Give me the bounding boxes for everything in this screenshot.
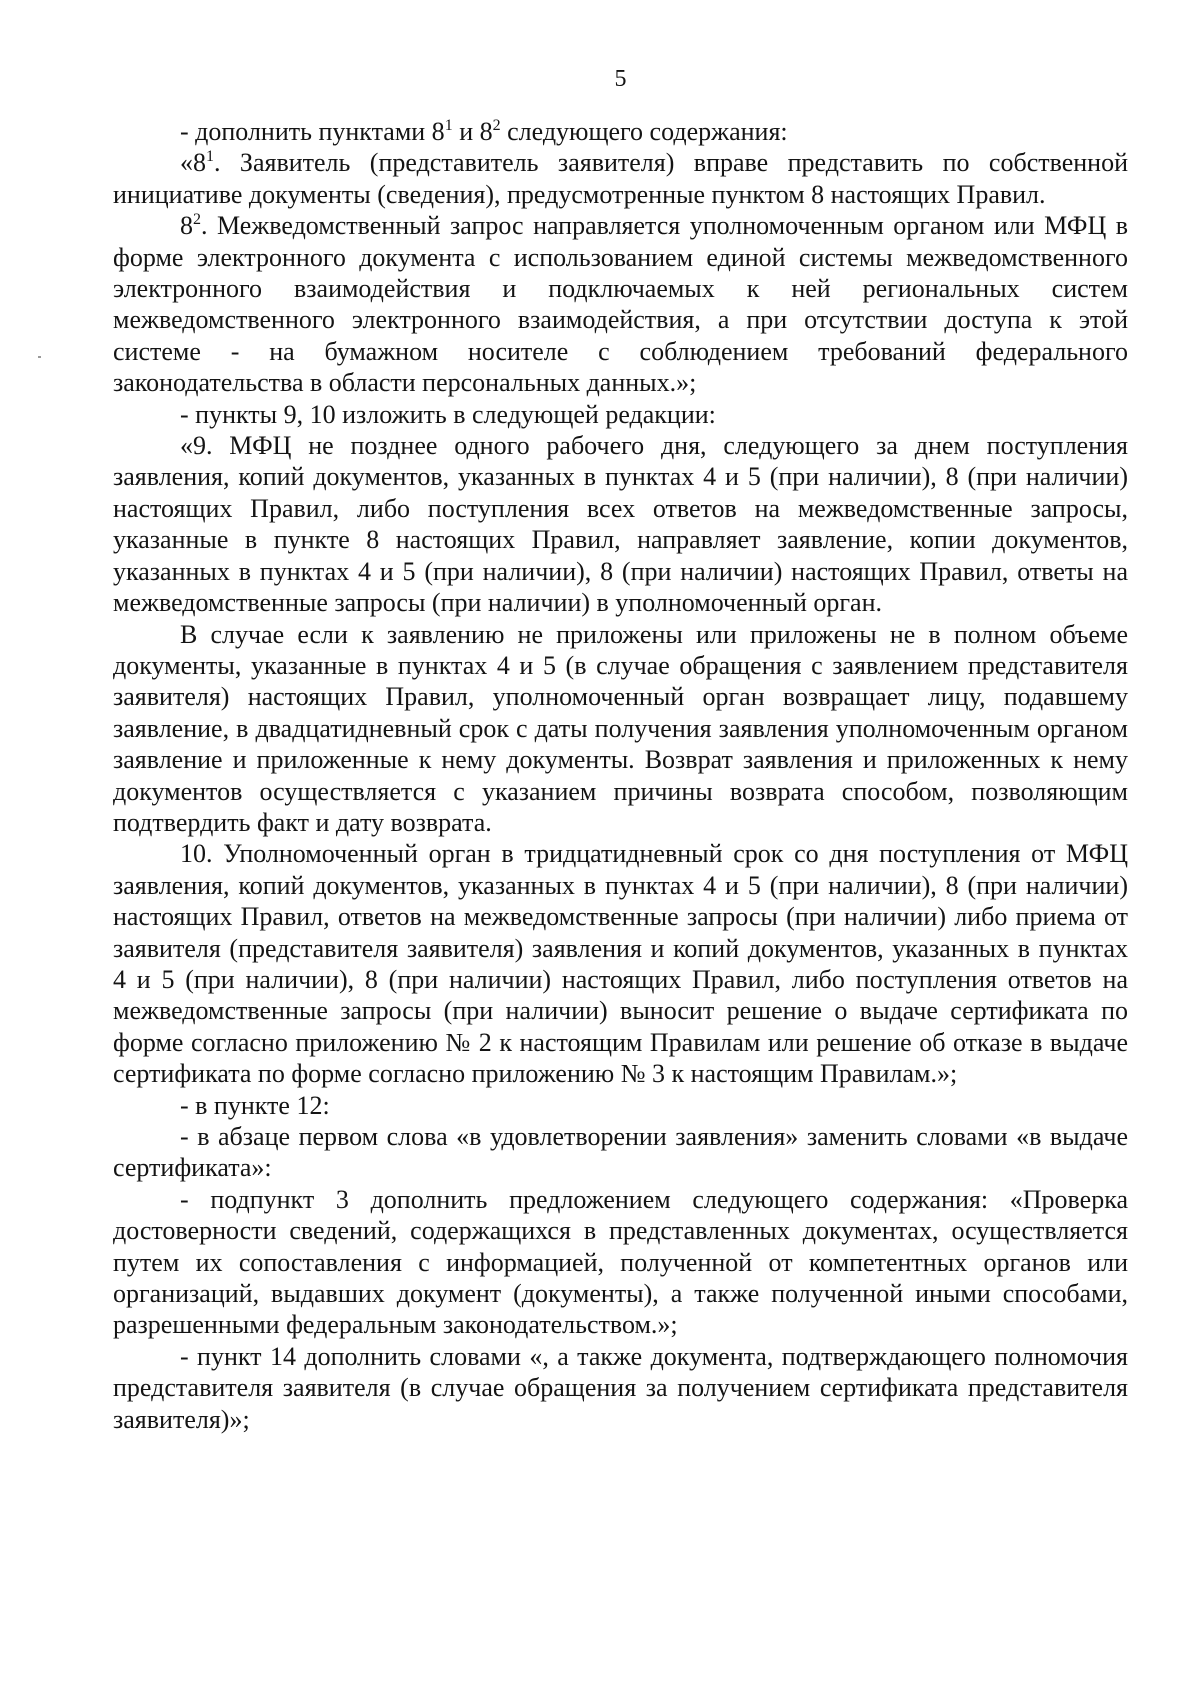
page-number: 5: [614, 66, 627, 92]
paragraph-clause-9: «9. МФЦ не позднее одного рабочего дня, следующего за днем поступления заявления, копий документов, указанных в пунктах 4 и 5 (при наличии), 8 (при наличии) настоящих Правил, либо поступления всех ответов на межведомственные запросы, указанные в пункте 8 настоящих Правил, направляет заявление, копии документов, указанных в пунктах 4 и 5 (при наличии), 8 (при наличии) настоящих Правил, ответы на межведомственные запросы (при наличии) в уполномоченный орган.: [113, 431, 1128, 618]
paragraph-amend-12-sub-3: - подпункт 3 дополнить предложением следующего содержания: «Проверка достоверности сведений, содержащихся в представленных документах, осуществляется путем их сопоставления с информацией, полученной от компетентных органов или организаций, выдавших документ (документы), а также полученной иными способами, разрешенными федеральным законодательством.»;: [113, 1184, 1128, 1340]
paragraph-clause-8-2: $8^2$. Межведомственный запрос направляется уполномоченным органом или МФЦ в форме электронного документа с использованием единой системы межведомственного электронного взаимодействия и подключаемых к ней региональных систем межведомственного электронного взаимодействия, а при отсутствии доступа к этой системе - на бумажном носителе с соблюдением требований федерального законодательства в области персональных данных.»;: [113, 211, 1128, 398]
paragraph-amend-14: - пункт 14 дополнить словами «, а также документа, подтверждающего полномочия представителя заявителя (в случае обращения за получением сертификата представителя заявителя)»;: [113, 1341, 1128, 1434]
paragraph-amend-9-10: - пункты 9, 10 изложить в следующей редакции:: [180, 399, 716, 429]
scan-speck: [38, 356, 41, 358]
paragraph-clause-9-return: В случае если к заявлению не приложены или приложены не в полном объеме документы, указанные в пунктах 4 и 5 (в случае обращения с заявлением представителя заявителя) настоящих Правил, уполномоченный орган возвращает лицу, подавшему заявление, в двадцатидневный срок с даты получения заявления уполномоченным органом заявление и приложенные к нему документы. Возврат заявления и приложенных к нему документов осуществляется с указанием причины возврата способом, позволяющим подтвердить факт и дату возврата.: [113, 619, 1128, 837]
paragraph-amend-add-8-1-8-2: - дополнить пунктами $8^1$ и $8^2$ следующего содержания:: [180, 117, 788, 146]
paragraph-clause-10: 10. Уполномоченный орган в тридцатидневный срок со дня поступления от МФЦ заявления, копий документов, указанных в пунктах 4 и 5 (при наличии), 8 (при наличии) настоящих Правил, ответов на межведомственные запросы (при наличии) либо приема от заявителя (представителя заявителя) заявления и копий документов, указанных в пунктах 4 и 5 (при наличии), 8 (при наличии) настоящих Правил, либо поступления ответов на межведомственные запросы (при наличии) выносит решение о выдаче сертификата по форме согласно приложению № 2 к настоящим Правилам или решение об отказе в выдаче сертификата по форме согласно приложению № 3 к настоящим Правилам.»;: [113, 839, 1128, 1089]
paragraph-amend-12-first: - в абзаце первом слова «в удовлетворении заявления» заменить словами «в выдаче сертификата»:: [113, 1122, 1128, 1183]
paragraph-amend-12: - в пункте 12:: [180, 1090, 330, 1120]
paragraph-clause-8-1: «$8^1$. Заявитель (представитель заявителя) вправе представить по собственной инициативе документы (сведения), предусмотренные пунктом 8 настоящих Правил.: [113, 148, 1128, 209]
